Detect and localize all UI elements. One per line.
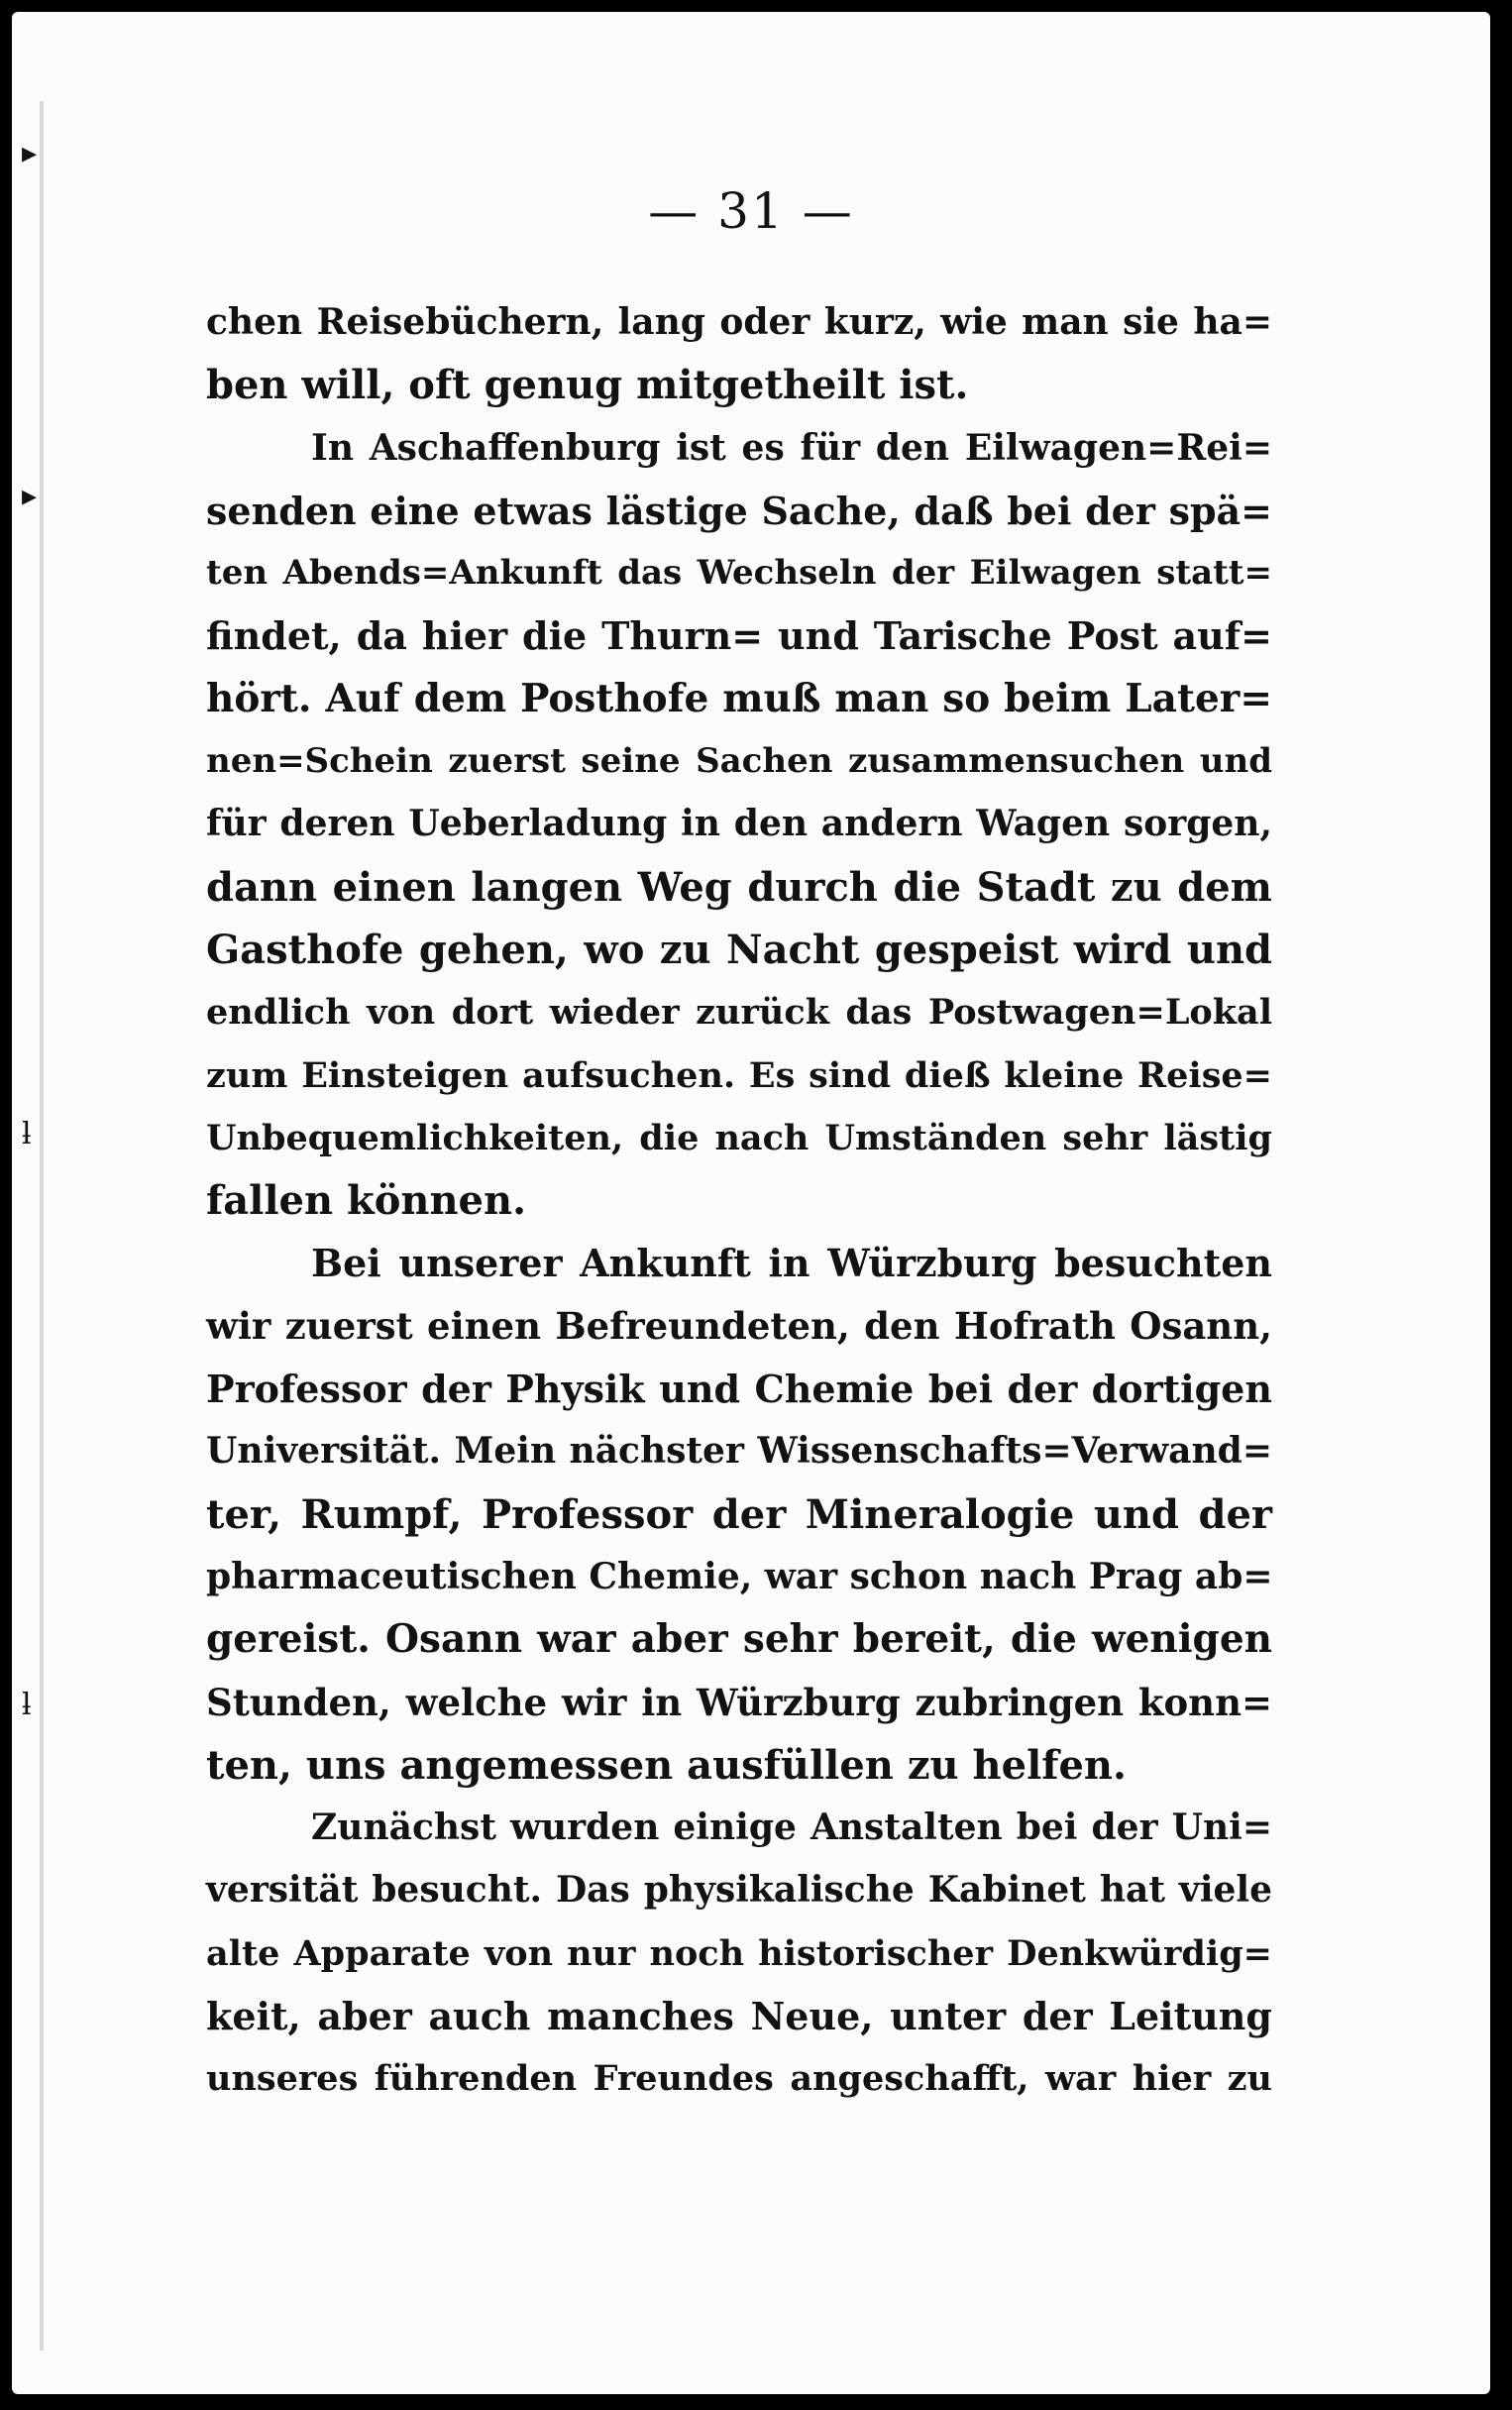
text-line: Unbequemlichkeiten, die nach Umständen sehr lästig <box>206 1117 1272 1158</box>
page-number: — 31 — <box>648 182 854 240</box>
text-line: Universität. Mein nächster Wissenschafts=Verwand= <box>206 1430 1272 1473</box>
text-line: nen=Schein zuerst seine Sachen zusammensuchen und <box>206 741 1272 782</box>
text-line: ter, Rumpf, Professor der Mineralogie und der <box>206 1490 1272 1538</box>
text-line: Gasthofe gehen, wo zu Nacht gespeist wird und <box>206 926 1272 973</box>
text-line: zum Einsteigen aufsuchen. Es sind dieß kleine Reise= <box>206 1054 1272 1096</box>
text-line: pharmaceutischen Chemie, war schon nach Prag ab= <box>206 1555 1273 1597</box>
text-line: dann einen langen Weg durch die Stadt zu dem <box>206 863 1272 911</box>
text-line: Zunächst wurden einige Anstalten bei der Uni= <box>311 1807 1272 1849</box>
text-line: senden eine etwas lästige Sache, daß bei der spä= <box>206 488 1272 533</box>
body-text <box>206 291 1272 2111</box>
text-line: chen Reisebüchern, lang oder kurz, wie man sie ha= <box>206 301 1272 343</box>
text-line: ten, uns angemessen ausfüllen zu helfen. <box>206 1741 1127 1789</box>
text-line: alte Apparate von nur noch historischer Denkwürdig= <box>206 1932 1272 1974</box>
book-page <box>12 12 1490 2394</box>
text-line: für deren Ueberladung in den andern Wagen sorgen, <box>206 803 1272 845</box>
text-line: hört. Auf dem Posthofe muß man so beim Later= <box>206 675 1272 721</box>
text-line: Stunden, welche wir in Würzburg zubringen konn= <box>206 1680 1272 1724</box>
text-line: wir zuerst einen Befreundeten, den Hofrath Osann, <box>206 1303 1272 1348</box>
text-line: ben will, oft genug mitgetheilt ist. <box>206 362 969 409</box>
text-line: fallen können. <box>206 1177 526 1225</box>
text-line: versität besucht. Das physikalische Kabinet hat viele <box>206 1869 1272 1912</box>
text-line: gereist. Osann war aber sehr bereit, die wenigen <box>206 1616 1272 1663</box>
margin-mark-2: ▸ <box>22 479 38 513</box>
text-line: keit, aber auch manches Neue, unter der Leitung <box>206 1994 1272 2039</box>
text-line: findet, da hier die Thurn= und Tarische Post auf= <box>206 613 1272 659</box>
text-line: In Aschaffenburg ist es für den Eilwagen=Rei= <box>311 426 1272 469</box>
text-line: Bei unserer Ankunft in Würzburg besuchten <box>311 1241 1272 1286</box>
margin-mark-1: ▸ <box>22 136 38 170</box>
text-line: endlich von dort wieder zurück das Postwagen=Lokal <box>206 992 1272 1034</box>
margin-mark-4: ƚ <box>22 1688 32 1722</box>
margin-mark-3: ƚ <box>22 1117 32 1151</box>
page-gutter-edge <box>40 101 44 2351</box>
text-line: ten Abends=Ankunft das Wechseln der Eilwagen statt= <box>206 553 1272 594</box>
text-line: unseres führenden Freundes angeschafft, war hier zu <box>206 2058 1272 2100</box>
text-line: Professor der Physik und Chemie bei der dortigen <box>206 1367 1272 1412</box>
